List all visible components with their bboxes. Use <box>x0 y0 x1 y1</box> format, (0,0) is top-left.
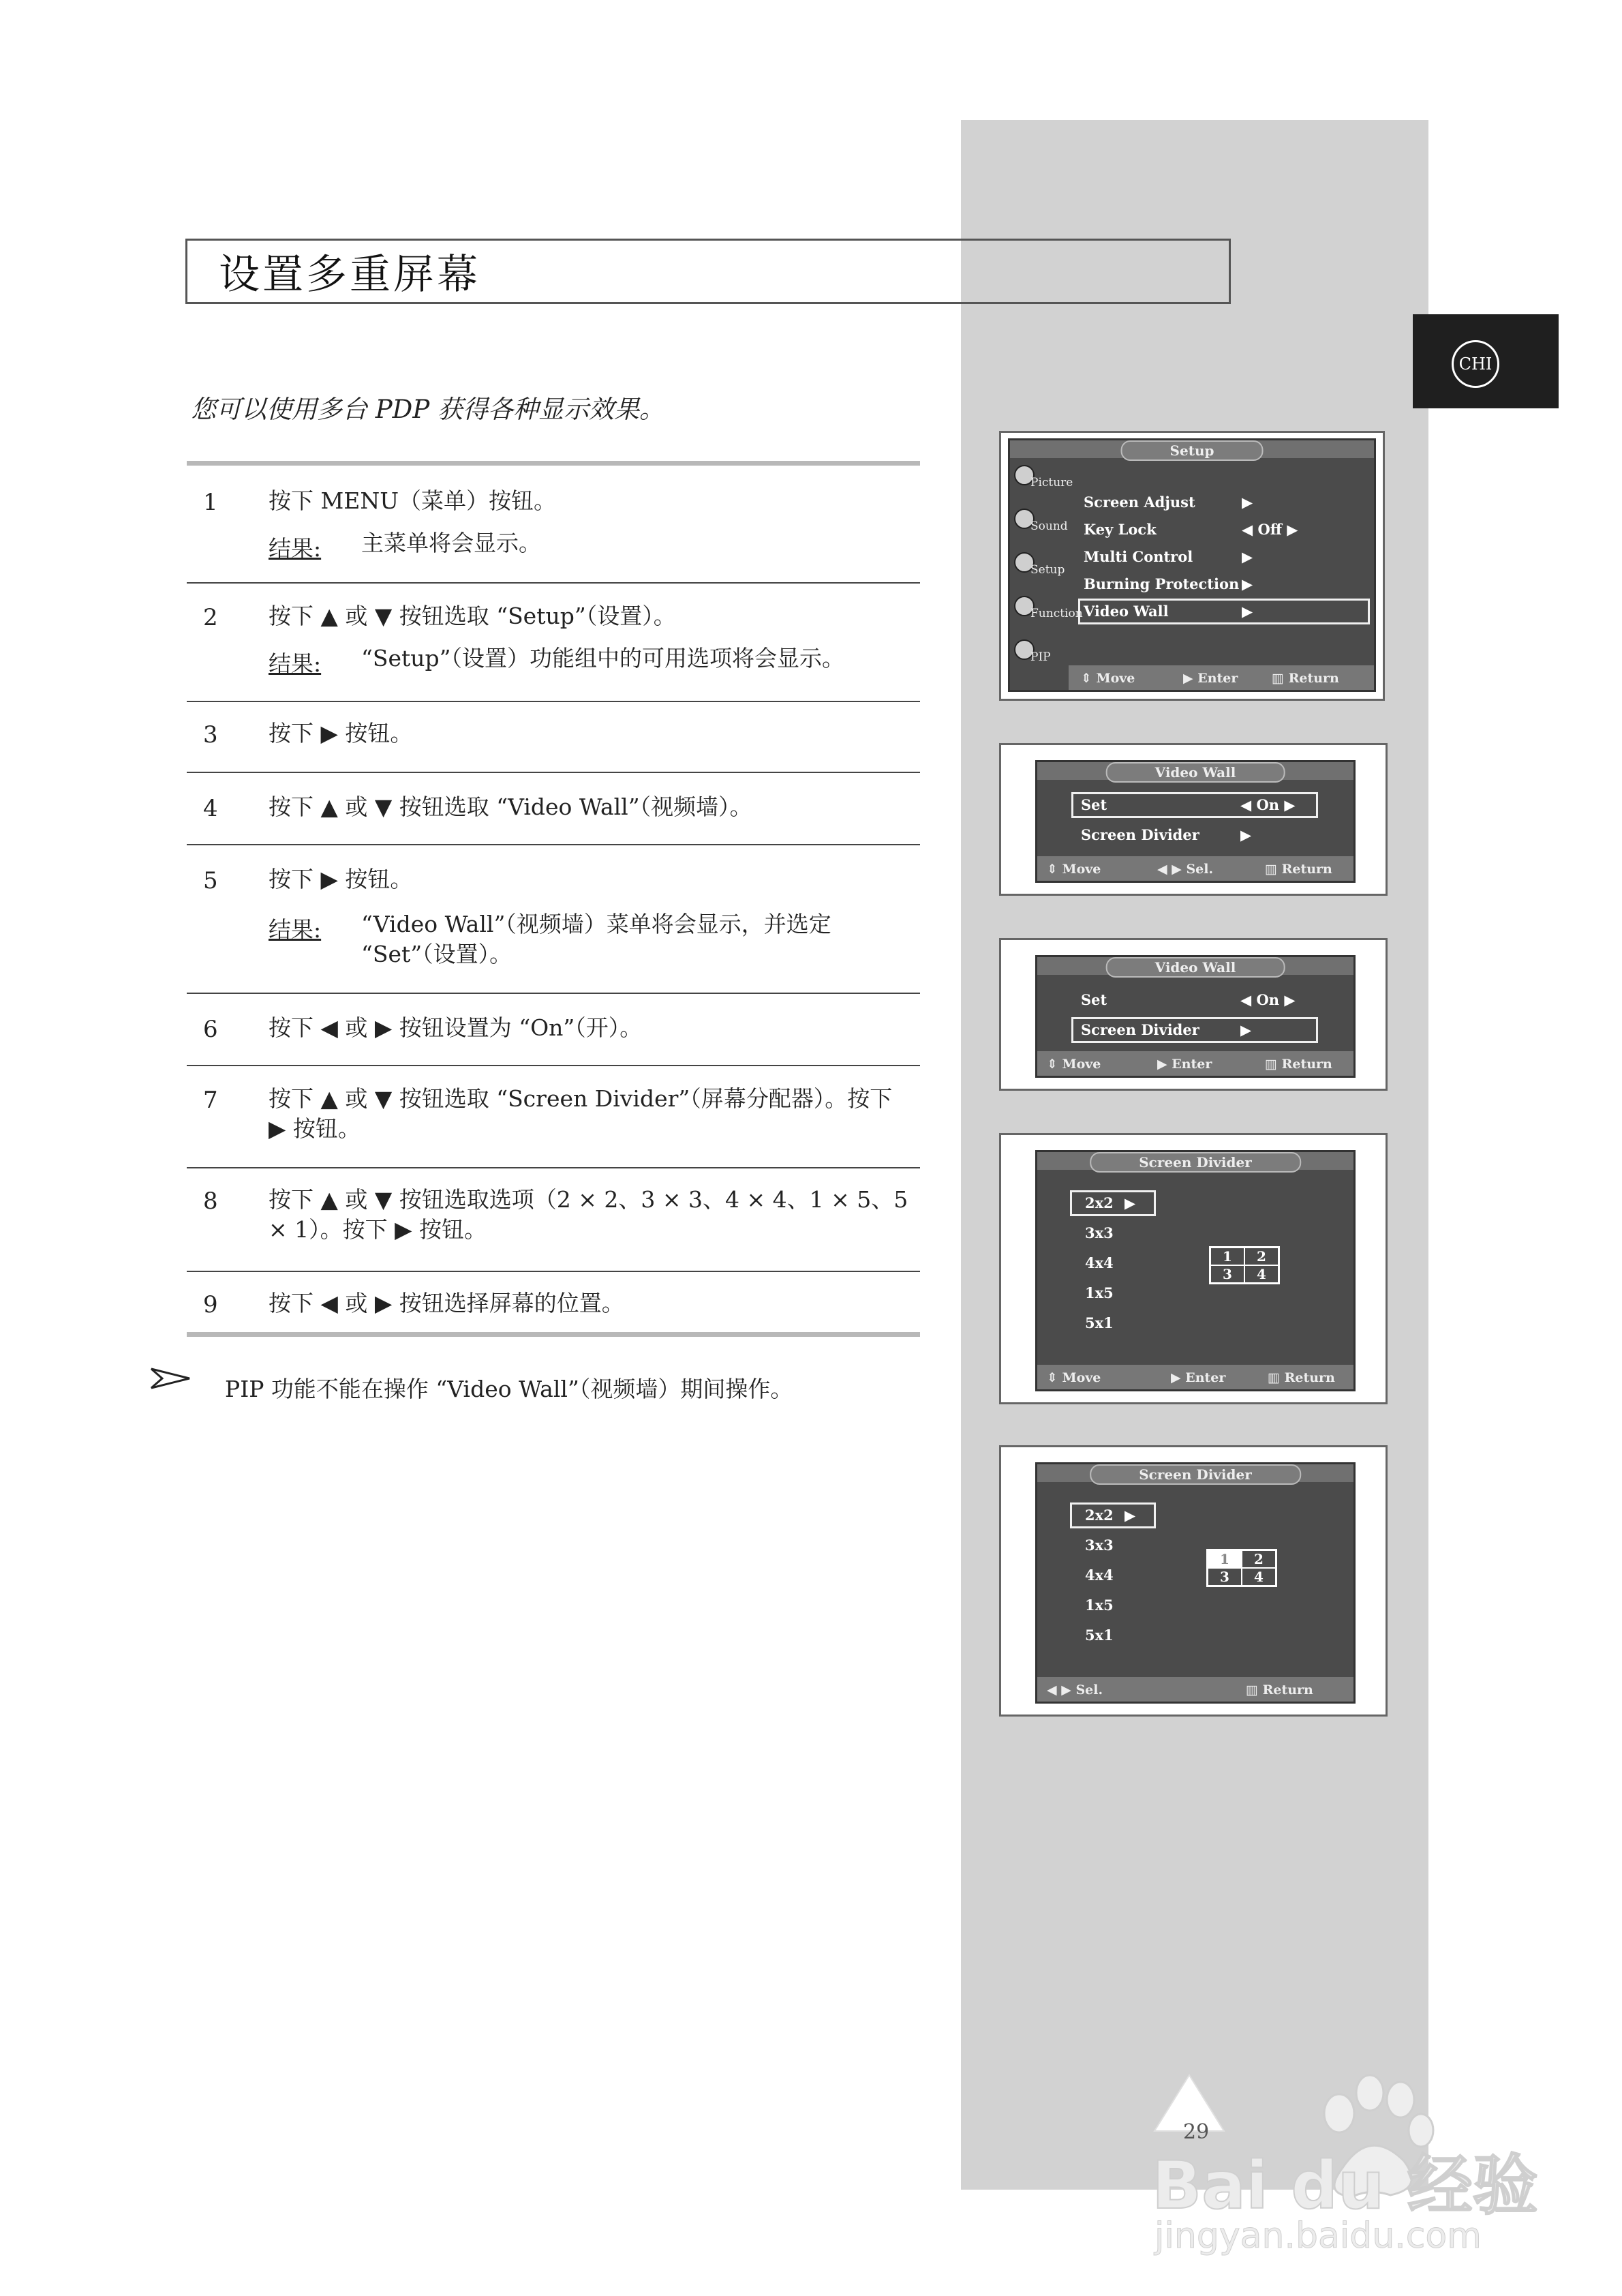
menu-item-value: ◀ Off ▶ <box>1242 521 1298 538</box>
menu-item-value: ▶ <box>1242 603 1253 620</box>
tab-setup: Setup <box>1013 547 1069 588</box>
step-text: 按下 ▶ 按钮。 <box>269 720 413 746</box>
option-2x2: 2x2 <box>1085 1194 1114 1211</box>
step-number: 7 <box>203 1087 218 1114</box>
return-hint: ▥ Return <box>1265 1057 1332 1072</box>
osd-title: Screen Divider <box>1090 1152 1301 1173</box>
move-hint: ⇕ Move <box>1047 1370 1101 1385</box>
page-number: 29 <box>1183 2120 1210 2144</box>
baidu-watermark <box>1152 2052 1538 2263</box>
option-4x4: 4x4 <box>1085 1254 1114 1271</box>
osd-title: Screen Divider <box>1090 1464 1301 1485</box>
tab-picture: Picture <box>1013 459 1069 500</box>
grid-cell: 3 <box>1208 1568 1242 1586</box>
grid-cell-selected: 1 <box>1208 1550 1242 1568</box>
result-text: “Video Wall”（视频墙）菜单将会显示，并选定 “Set”（设置）。 <box>361 911 831 967</box>
return-hint: ▥ Return <box>1265 862 1332 877</box>
tab-pip: PIP <box>1013 634 1069 675</box>
option-arrow: ▶ <box>1124 1194 1136 1211</box>
grid-cell: 2 <box>1244 1248 1279 1265</box>
watermark-brand: Bai du 经验 <box>1152 2147 1538 2224</box>
note-arrow-icon <box>150 1365 191 1392</box>
videowall-divider-osd <box>1035 955 1356 1078</box>
osd-footer <box>1037 1051 1353 1076</box>
menu-item-label: Set <box>1081 991 1107 1008</box>
menu-item-label: Key Lock <box>1084 521 1157 538</box>
menu-item-value: ▶ <box>1242 548 1253 565</box>
grid-cell: 3 <box>1210 1265 1244 1283</box>
step-number: 8 <box>203 1188 218 1215</box>
option-3x3: 3x3 <box>1085 1224 1114 1241</box>
option-5x1: 5x1 <box>1085 1314 1114 1331</box>
osd-title: Video Wall <box>1106 762 1285 783</box>
enter-hint: ▶ Enter <box>1183 671 1238 686</box>
option-4x4: 4x4 <box>1085 1567 1114 1584</box>
return-hint: ▥ Return <box>1268 1370 1335 1385</box>
menu-item-label: Burning Protection <box>1084 575 1240 592</box>
step-7 <box>187 1066 920 1168</box>
move-hint: ⇕ Move <box>1081 671 1135 686</box>
page-title-box <box>185 239 1231 304</box>
note-text: PIP 功能不能在操作 “Video Wall”（视频墙）期间操作。 <box>225 1376 793 1402</box>
return-hint: ▥ Return <box>1246 1682 1313 1697</box>
step-text: 按下 ▶ 按钮。 <box>269 866 413 892</box>
language-tab <box>1413 314 1559 408</box>
divider-enter-osd <box>1035 1150 1356 1391</box>
divider-grid-preview <box>1206 1549 1277 1587</box>
step-number: 3 <box>203 721 218 749</box>
menu-item-value: ◀ On ▶ <box>1240 991 1296 1008</box>
menu-item-label: Video Wall <box>1084 603 1169 620</box>
step-5 <box>187 845 920 994</box>
option-1x5: 1x5 <box>1085 1284 1114 1301</box>
result-text: 主菜单将会显示。 <box>361 530 541 556</box>
option-5x1: 5x1 <box>1085 1627 1114 1644</box>
step-2 <box>187 584 920 702</box>
step-1 <box>187 466 920 584</box>
osd-title: Video Wall <box>1106 957 1285 978</box>
tab-function: Function <box>1013 590 1069 631</box>
grid-cell: 2 <box>1242 1550 1276 1568</box>
step-number: 1 <box>203 489 218 516</box>
option-3x3: 3x3 <box>1085 1537 1114 1554</box>
menu-item-label: Screen Adjust <box>1084 494 1195 511</box>
step-9 <box>187 1272 920 1332</box>
sel-hint: ◀ ▶ Sel. <box>1157 862 1214 877</box>
videowall-set-screenshot <box>999 743 1388 896</box>
divider-enter-screenshot <box>999 1133 1388 1404</box>
osd-footer <box>1037 1365 1353 1389</box>
menu-item-value: ▶ <box>1240 1021 1252 1038</box>
setup-osd <box>1008 438 1376 692</box>
step-text: 按下 ◀ 或 ▶ 按钮选择屏幕的位置。 <box>269 1290 624 1316</box>
divider-grid-preview <box>1209 1246 1280 1284</box>
step-4 <box>187 773 920 845</box>
menu-item-label: Multi Control <box>1084 548 1193 565</box>
step-number: 4 <box>203 795 218 822</box>
divider-select-screenshot <box>999 1445 1388 1717</box>
grid-cell: 1 <box>1210 1248 1244 1265</box>
menu-item-label: Screen Divider <box>1081 826 1199 843</box>
result-label: 结果: <box>269 535 322 562</box>
osd-footer <box>1069 665 1374 690</box>
top-rule <box>187 461 920 466</box>
step-text: 按下 ▲ 或 ▼ 按钮选取选项（2 × 2、3 × 3、4 × 4、1 × 5、5 × 1）。按下 ▶ 按钮。 <box>269 1186 908 1243</box>
return-hint: ▥ Return <box>1272 671 1339 686</box>
setup-screenshot <box>999 431 1385 701</box>
videowall-divider-screenshot <box>999 938 1388 1091</box>
move-hint: ⇕ Move <box>1047 862 1101 877</box>
step-text: 按下 ◀ 或 ▶ 按钮设置为 “On”（开）。 <box>269 1014 643 1041</box>
pip-note <box>225 1372 793 1404</box>
watermark-url: jingyan.baidu.com <box>1154 2216 1482 2256</box>
sel-hint: ◀ ▶ Sel. <box>1047 1682 1103 1697</box>
tab-sound: Sound <box>1013 503 1069 544</box>
option-1x5: 1x5 <box>1085 1597 1114 1614</box>
result-label: 结果: <box>269 650 322 677</box>
step-text: 按下 MENU（菜单）按钮。 <box>269 487 557 514</box>
grid-cell: 4 <box>1242 1568 1276 1586</box>
menu-item-value: ▶ <box>1242 575 1253 592</box>
step-number: 5 <box>203 867 218 894</box>
menu-item-label: Set <box>1081 796 1107 813</box>
bottom-rule <box>187 1332 920 1337</box>
step-text: 按下 ▲ 或 ▼ 按钮选取 “Video Wall”（视频墙）。 <box>269 794 752 820</box>
menu-item-value: ▶ <box>1242 494 1253 511</box>
step-number: 9 <box>203 1291 218 1318</box>
menu-item-label: Screen Divider <box>1081 1021 1199 1038</box>
result-text: “Setup”（设置）功能组中的可用选项将会显示。 <box>361 645 845 671</box>
step-text: 按下 ▲ 或 ▼ 按钮选取 “Screen Divider”（屏幕分配器）。按下 ▶ 按钮。 <box>269 1085 893 1142</box>
enter-hint: ▶ Enter <box>1171 1370 1226 1385</box>
steps-list <box>187 461 920 1337</box>
option-arrow: ▶ <box>1124 1507 1136 1524</box>
intro-text: 您可以使用多台 PDP 获得各种显示效果。 <box>191 395 664 424</box>
videowall-set-osd <box>1035 760 1356 883</box>
grid-cell: 4 <box>1244 1265 1279 1283</box>
divider-select-osd <box>1035 1462 1356 1704</box>
menu-item-value: ▶ <box>1240 826 1252 843</box>
step-3 <box>187 702 920 773</box>
step-8 <box>187 1168 920 1272</box>
osd-footer <box>1037 856 1353 881</box>
language-badge: CHI <box>1452 340 1499 388</box>
step-text: 按下 ▲ 或 ▼ 按钮选取 “Setup”（设置）。 <box>269 603 676 629</box>
step-number: 2 <box>203 604 218 631</box>
option-2x2: 2x2 <box>1085 1507 1114 1524</box>
result-label: 结果: <box>269 916 322 943</box>
move-hint: ⇕ Move <box>1047 1057 1101 1072</box>
step-number: 6 <box>203 1016 218 1043</box>
step-6 <box>187 994 920 1066</box>
osd-footer <box>1037 1677 1353 1702</box>
menu-item-value: ◀ On ▶ <box>1240 796 1296 813</box>
enter-hint: ▶ Enter <box>1157 1057 1212 1072</box>
page-title: 设置多重屏幕 <box>219 251 480 299</box>
osd-title: Setup <box>1121 440 1264 461</box>
